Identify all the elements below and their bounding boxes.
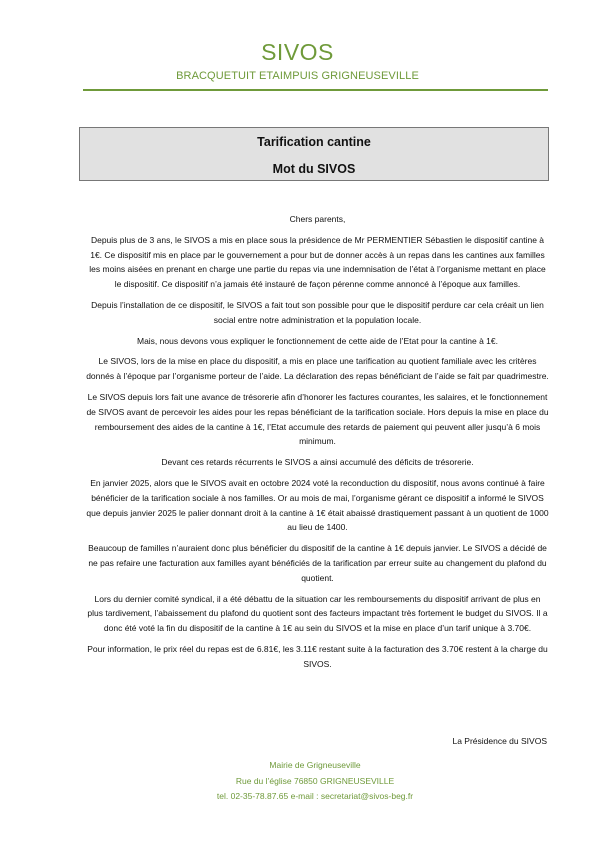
document-subtitle: Mot du SIVOS	[272, 162, 356, 176]
letterhead	[0, 38, 595, 83]
paragraph: Le SIVOS depuis lors fait une avance de trésorerie afin d’honorer les factures courantes, les salaires, et le fonctionnement de SIVOS avant de percevoir les aides pour les repas bénéficiant de la tarification sociale. Hors depuis la mise en place du remboursement des aides de la cantine à 1€, l’Etat accumule des retards de paiement qui peuvent aller jusqu’à 6 mois minimum.	[86, 391, 549, 447]
paragraph: Pour information, le prix réel du repas est de 6.81€, les 3.11€ restant suite à la facturation des 3.70€ restent à la charge du SIVOS.	[87, 643, 548, 669]
footer	[0, 758, 595, 805]
paragraph: En janvier 2025, alors que le SIVOS avait en octobre 2024 voté la reconduction du dispositif, nous avons continué à faire bénéficier de la tarification sociale à nos familles. Or au mois de mai, l’organisme gérant ce dispositif a informé le SIVOS que depuis janvier 2025 le palier donnant droit à la cantine à 1€ était abaissé drastiquement passant à un quotient de 1000 au lieu de 1400.	[86, 477, 549, 533]
paragraph: Beaucoup de familles n’auraient donc plus bénéficier du dispositif de la cantine à 1€ depuis janvier. Le SIVOS a décidé de ne pas refaire une facturation aux familles ayant bénéficiés de la tarification par erreur suite au changement du plafond du quotient.	[88, 543, 547, 583]
paragraph: Mais, nous devons vous expliquer le fonctionnement de cette aide de l’Etat pour la cantine à 1€.	[136, 335, 498, 346]
footer-mairie: Mairie de Grigneuseville	[269, 760, 361, 770]
paragraph: Depuis plus de 3 ans, le SIVOS a mis en place sous la présidence de Mr PERMENTIER Sébastien le dispositif cantine à 1€. Ce dispositif mis en place par le gouvernement a pour but de donner accès à un repas dans les cantines aux familles les moins aisées en prenant en charge une partie du repas via une indemnisation de l’état à l’organisme mettant en place le dispositif. Ce dispositif n’a jamais été instauré de façon pérenne comme annoncé à l’époque aux familles.	[89, 234, 546, 290]
footer-contact: tel. 02-35-78.87.65 e-mail : secretariat@sivos-beg.fr	[216, 791, 414, 801]
communes-line: BRACQUETUIT ETAIMPUIS GRIGNEUSEVILLE	[176, 70, 419, 82]
paragraph: Devant ces retards récurrents le SIVOS a ainsi accumulé des déficits de trésorerie.	[161, 457, 474, 468]
footer-address: Rue du l’église 76850 GRIGNEUSEVILLE	[235, 775, 395, 786]
paragraph: Le SIVOS, lors de la mise en place du dispositif, a mis en place une tarification au quotient familiale avec les critères donnés à l’époque par l’organisme porteur de l’aide. La déclaration des repas bénéficiant de l’aide se fait par quadrimestre.	[86, 356, 549, 382]
signature: La Présidence du SIVOS	[452, 736, 547, 746]
document-title: Tarification cantine	[257, 135, 371, 149]
paragraph: Lors du dernier comité syndical, il a été débattu de la situation car les remboursements du dispositif arrivant de plus en plus tardivement, l’abaissement du plafond du quotient sont des facteurs impactant très fortement le budget du SIVOS. Il a donc été voté la fin du dispositif de la cantine à 1€ au sein du SIVOS et la mise en place d’un tarif unique à 3.70€.	[87, 593, 548, 634]
organization-name: SIVOS	[261, 39, 334, 65]
header-divider	[83, 89, 548, 91]
paragraph: Depuis l’installation de ce dispositif, le SIVOS a fait tout son possible pour que le dispositif perdure car cela créait un lien social entre notre administration et la population locale.	[91, 299, 544, 325]
letter-body	[86, 212, 549, 678]
greeting: Chers parents,	[289, 214, 346, 224]
title-box	[79, 127, 549, 181]
